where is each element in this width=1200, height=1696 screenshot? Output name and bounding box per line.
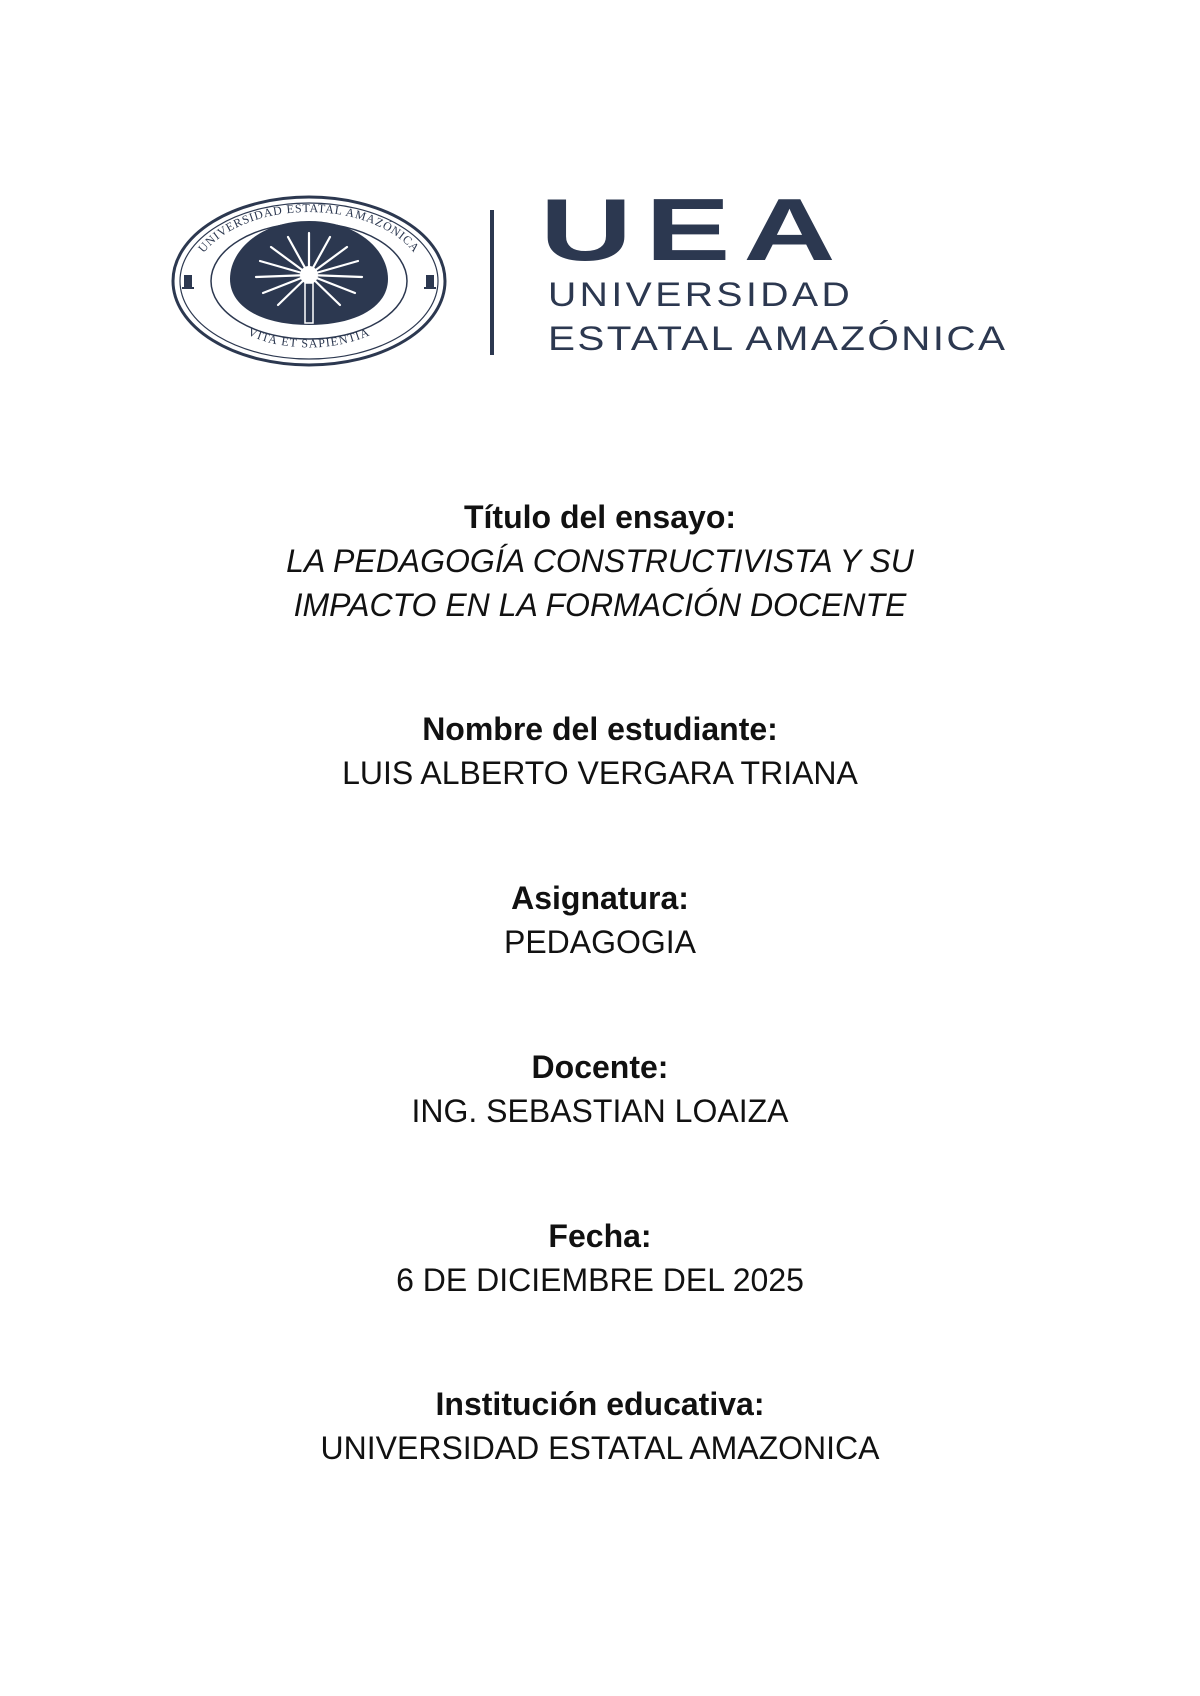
subject-section <box>0 876 1200 964</box>
essay-title-line2: IMPACTO EN LA FORMACIÓN DOCENTE <box>293 587 907 623</box>
logo-divider <box>490 210 494 355</box>
date-value: 6 DE DICIEMBRE DEL 2025 <box>396 1262 804 1298</box>
teacher-name: ING. SEBASTIAN LOAIZA <box>411 1093 789 1129</box>
subject-value: PEDAGOGIA <box>503 924 697 960</box>
essay-title-line1: LA PEDAGOGÍA CONSTRUCTIVISTA Y SU <box>286 543 914 579</box>
logo-acronym: UEA <box>540 180 849 279</box>
student-section <box>0 707 1200 795</box>
subject-label: Asignatura: <box>511 880 689 916</box>
student-label: Nombre del estudiante: <box>422 711 778 747</box>
university-seal-icon <box>170 195 448 367</box>
logo-name-line2: ESTATAL AMAZÓNICA <box>548 320 1008 358</box>
student-name: LUIS ALBERTO VERGARA TRIANA <box>342 755 858 791</box>
teacher-label: Docente: <box>531 1049 669 1085</box>
seal-text-bottom: VITA ET SAPIENTIA <box>246 324 372 351</box>
svg-text:VITA ET SAPIENTIA <box>246 325 372 351</box>
institution-section <box>0 1382 1200 1470</box>
essay-title-label: Título del ensayo: <box>463 499 737 535</box>
date-label: Fecha: <box>548 1218 652 1254</box>
seal-text-top: UNIVERSIDAD ESTATAL AMAZÓNICA <box>195 200 423 256</box>
teacher-section <box>0 1045 1200 1133</box>
logo-name-line1: UNIVERSIDAD <box>548 276 854 314</box>
university-logo <box>0 0 1200 380</box>
institution-label: Institución educativa: <box>435 1386 765 1422</box>
essay-title-section <box>0 495 1200 627</box>
date-section <box>0 1214 1200 1302</box>
institution-name: UNIVERSIDAD ESTATAL AMAZONICA <box>320 1430 880 1466</box>
